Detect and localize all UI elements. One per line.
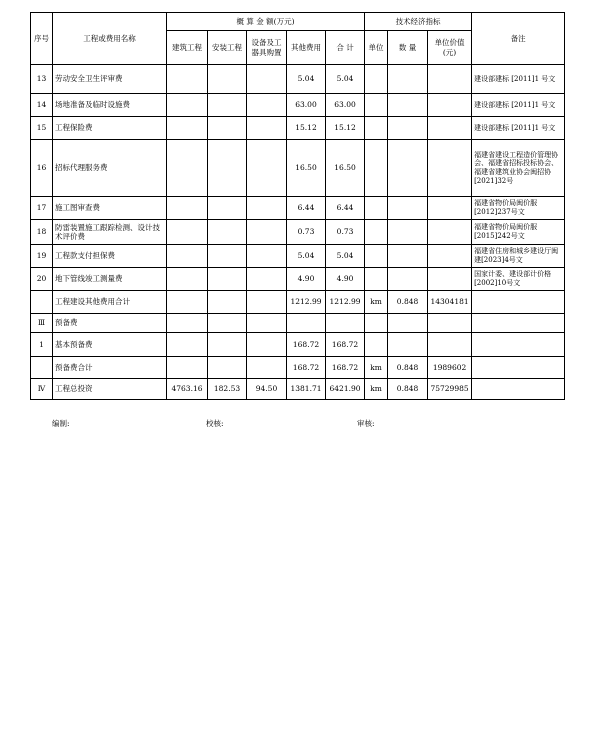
header-seq: 序号: [31, 13, 53, 65]
seq-cell: 19: [31, 245, 53, 268]
building-cost-cell: [167, 65, 208, 94]
remark-cell: [472, 291, 565, 314]
reviewed-by-label: 审核:: [357, 419, 375, 428]
header-install: 安装工程: [208, 31, 247, 65]
item-name-cell: 工程保险费: [53, 117, 167, 140]
install-cost-cell: [208, 220, 247, 245]
other-cost-cell: [287, 314, 326, 333]
quantity-cell: 0.848: [388, 291, 428, 314]
quantity-cell: [388, 245, 428, 268]
total-cost-cell: 63.00: [326, 94, 365, 117]
remark-cell: [472, 314, 565, 333]
unit-price-cell: 75729985: [428, 379, 472, 400]
total-cost-cell: 6.44: [326, 197, 365, 220]
other-cost-cell: 6.44: [287, 197, 326, 220]
signature-footer: [0, 418, 593, 430]
total-cost-cell: 168.72: [326, 357, 365, 379]
total-cost-cell: 5.04: [326, 65, 365, 94]
install-cost-cell: [208, 245, 247, 268]
quantity-cell: [388, 94, 428, 117]
equipment-cost-cell: [247, 245, 287, 268]
table-row: [31, 357, 565, 379]
total-cost-cell: 6421.90: [326, 379, 365, 400]
unit-cell: [365, 65, 388, 94]
table-row: [31, 291, 565, 314]
install-cost-cell: [208, 314, 247, 333]
table-row: [31, 94, 565, 117]
unit-cell: [365, 117, 388, 140]
total-cost-cell: 168.72: [326, 333, 365, 357]
remark-cell: 建设部建标 [2011]1 号文: [472, 65, 565, 94]
seq-cell: 17: [31, 197, 53, 220]
remark-cell: [472, 379, 565, 400]
equipment-cost-cell: [247, 140, 287, 197]
other-cost-cell: 0.73: [287, 220, 326, 245]
item-name-cell: 场地准备及临时设施费: [53, 94, 167, 117]
remark-cell: [472, 333, 565, 357]
building-cost-cell: [167, 245, 208, 268]
unit-price-cell: 14304181: [428, 291, 472, 314]
building-cost-cell: [167, 140, 208, 197]
header-unit-price: 单位价值(元): [428, 31, 472, 65]
other-cost-cell: 5.04: [287, 245, 326, 268]
table-row: [31, 140, 565, 197]
seq-cell: 18: [31, 220, 53, 245]
building-cost-cell: 4763.16: [167, 379, 208, 400]
building-cost-cell: [167, 268, 208, 291]
unit-cell: [365, 268, 388, 291]
seq-cell: [31, 291, 53, 314]
remark-cell: 建设部建标 [2011]1 号文: [472, 94, 565, 117]
unit-cell: km: [365, 291, 388, 314]
equipment-cost-cell: [247, 333, 287, 357]
item-name-cell: 防雷装置施工跟踪检测、设计技术评价费: [53, 220, 167, 245]
other-cost-cell: 1212.99: [287, 291, 326, 314]
table-row: [31, 245, 565, 268]
quantity-cell: [388, 268, 428, 291]
seq-cell: 1: [31, 333, 53, 357]
header-estimate-group: 概 算 金 额(万元): [167, 13, 365, 31]
other-cost-cell: 168.72: [287, 357, 326, 379]
unit-cell: [365, 314, 388, 333]
seq-cell: Ⅲ: [31, 314, 53, 333]
building-cost-cell: [167, 314, 208, 333]
header-unit: 单位: [365, 31, 388, 65]
other-cost-cell: 168.72: [287, 333, 326, 357]
unit-price-cell: [428, 333, 472, 357]
remark-cell: 福建省物价局闽价服[2015]242号文: [472, 220, 565, 245]
quantity-cell: [388, 117, 428, 140]
install-cost-cell: [208, 117, 247, 140]
estimate-table: [30, 12, 565, 400]
table-row: [31, 117, 565, 140]
remark-cell: 福建省住房和城乡建设厅闽建[2023]4号文: [472, 245, 565, 268]
install-cost-cell: [208, 65, 247, 94]
equipment-cost-cell: [247, 268, 287, 291]
quantity-cell: 0.848: [388, 379, 428, 400]
quantity-cell: [388, 333, 428, 357]
total-cost-cell: 16.50: [326, 140, 365, 197]
unit-cell: [365, 220, 388, 245]
quantity-cell: [388, 197, 428, 220]
total-cost-cell: 5.04: [326, 245, 365, 268]
unit-price-cell: [428, 197, 472, 220]
seq-cell: 13: [31, 65, 53, 94]
other-cost-cell: 1381.71: [287, 379, 326, 400]
building-cost-cell: [167, 220, 208, 245]
unit-price-cell: [428, 140, 472, 197]
unit-cell: [365, 333, 388, 357]
unit-cell: km: [365, 357, 388, 379]
equipment-cost-cell: [247, 220, 287, 245]
header-other: 其他费用: [287, 31, 326, 65]
seq-cell: 16: [31, 140, 53, 197]
total-cost-cell: 15.12: [326, 117, 365, 140]
equipment-cost-cell: [247, 117, 287, 140]
building-cost-cell: [167, 197, 208, 220]
unit-price-cell: [428, 117, 472, 140]
header-building: 建筑工程: [167, 31, 208, 65]
other-cost-cell: 15.12: [287, 117, 326, 140]
header-equipment: 设备及工器具购置: [247, 31, 287, 65]
item-name-cell: 劳动安全卫生评审费: [53, 65, 167, 94]
building-cost-cell: [167, 117, 208, 140]
item-name-cell: 工程总投资: [53, 379, 167, 400]
equipment-cost-cell: [247, 314, 287, 333]
seq-cell: 15: [31, 117, 53, 140]
equipment-cost-cell: [247, 291, 287, 314]
unit-cell: km: [365, 379, 388, 400]
header-tech-group: 技术经济指标: [365, 13, 472, 31]
remark-cell: 福建省物价局闽价服[2012]237号文: [472, 197, 565, 220]
remark-cell: 国家计委、建设部计价格[2002]10号文: [472, 268, 565, 291]
other-cost-cell: 5.04: [287, 65, 326, 94]
unit-cell: [365, 94, 388, 117]
install-cost-cell: [208, 291, 247, 314]
unit-cell: [365, 245, 388, 268]
install-cost-cell: 182.53: [208, 379, 247, 400]
total-cost-cell: [326, 314, 365, 333]
other-cost-cell: 16.50: [287, 140, 326, 197]
seq-cell: 14: [31, 94, 53, 117]
item-name-cell: 预备费: [53, 314, 167, 333]
table-row: [31, 333, 565, 357]
other-cost-cell: 4.90: [287, 268, 326, 291]
unit-price-cell: 1989602: [428, 357, 472, 379]
item-name-cell: 工程款支付担保费: [53, 245, 167, 268]
header-name: 工程或费用名称: [53, 13, 167, 65]
install-cost-cell: [208, 94, 247, 117]
seq-cell: Ⅳ: [31, 379, 53, 400]
quantity-cell: [388, 65, 428, 94]
building-cost-cell: [167, 333, 208, 357]
item-name-cell: 预备费合计: [53, 357, 167, 379]
install-cost-cell: [208, 140, 247, 197]
equipment-cost-cell: [247, 197, 287, 220]
unit-price-cell: [428, 245, 472, 268]
remark-cell: 福建省建设工程造价管理协会、福建省招标投标协会、福建省建筑业协会闽招协[2021]32号: [472, 140, 565, 197]
equipment-cost-cell: [247, 65, 287, 94]
building-cost-cell: [167, 357, 208, 379]
install-cost-cell: [208, 197, 247, 220]
unit-price-cell: [428, 94, 472, 117]
install-cost-cell: [208, 333, 247, 357]
prepared-by-label: 编制:: [52, 419, 70, 428]
unit-cell: [365, 197, 388, 220]
seq-cell: [31, 357, 53, 379]
quantity-cell: [388, 140, 428, 197]
quantity-cell: [388, 220, 428, 245]
header-qty: 数 量: [388, 31, 428, 65]
total-cost-cell: 1212.99: [326, 291, 365, 314]
table-row: [31, 268, 565, 291]
install-cost-cell: [208, 357, 247, 379]
table-row: [31, 65, 565, 94]
remark-cell: [472, 357, 565, 379]
total-cost-cell: 0.73: [326, 220, 365, 245]
unit-price-cell: [428, 268, 472, 291]
unit-price-cell: [428, 65, 472, 94]
equipment-cost-cell: 94.50: [247, 379, 287, 400]
install-cost-cell: [208, 268, 247, 291]
header-total: 合 计: [326, 31, 365, 65]
table-body: [31, 65, 565, 400]
table-row: [31, 314, 565, 333]
seq-cell: 20: [31, 268, 53, 291]
other-cost-cell: 63.00: [287, 94, 326, 117]
remark-cell: 建设部建标 [2011]1 号文: [472, 117, 565, 140]
equipment-cost-cell: [247, 94, 287, 117]
building-cost-cell: [167, 291, 208, 314]
unit-price-cell: [428, 220, 472, 245]
checked-by-label: 校核:: [206, 419, 224, 428]
item-name-cell: 工程建设其他费用合计: [53, 291, 167, 314]
quantity-cell: [388, 314, 428, 333]
unit-price-cell: [428, 314, 472, 333]
table-row: [31, 197, 565, 220]
quantity-cell: 0.848: [388, 357, 428, 379]
table-row: [31, 379, 565, 400]
item-name-cell: 地下管线竣工测量费: [53, 268, 167, 291]
item-name-cell: 招标代理服务费: [53, 140, 167, 197]
total-cost-cell: 4.90: [326, 268, 365, 291]
building-cost-cell: [167, 94, 208, 117]
item-name-cell: 施工图审查费: [53, 197, 167, 220]
table-row: [31, 220, 565, 245]
equipment-cost-cell: [247, 357, 287, 379]
unit-cell: [365, 140, 388, 197]
header-remark: 备注: [472, 13, 565, 65]
item-name-cell: 基本预备费: [53, 333, 167, 357]
